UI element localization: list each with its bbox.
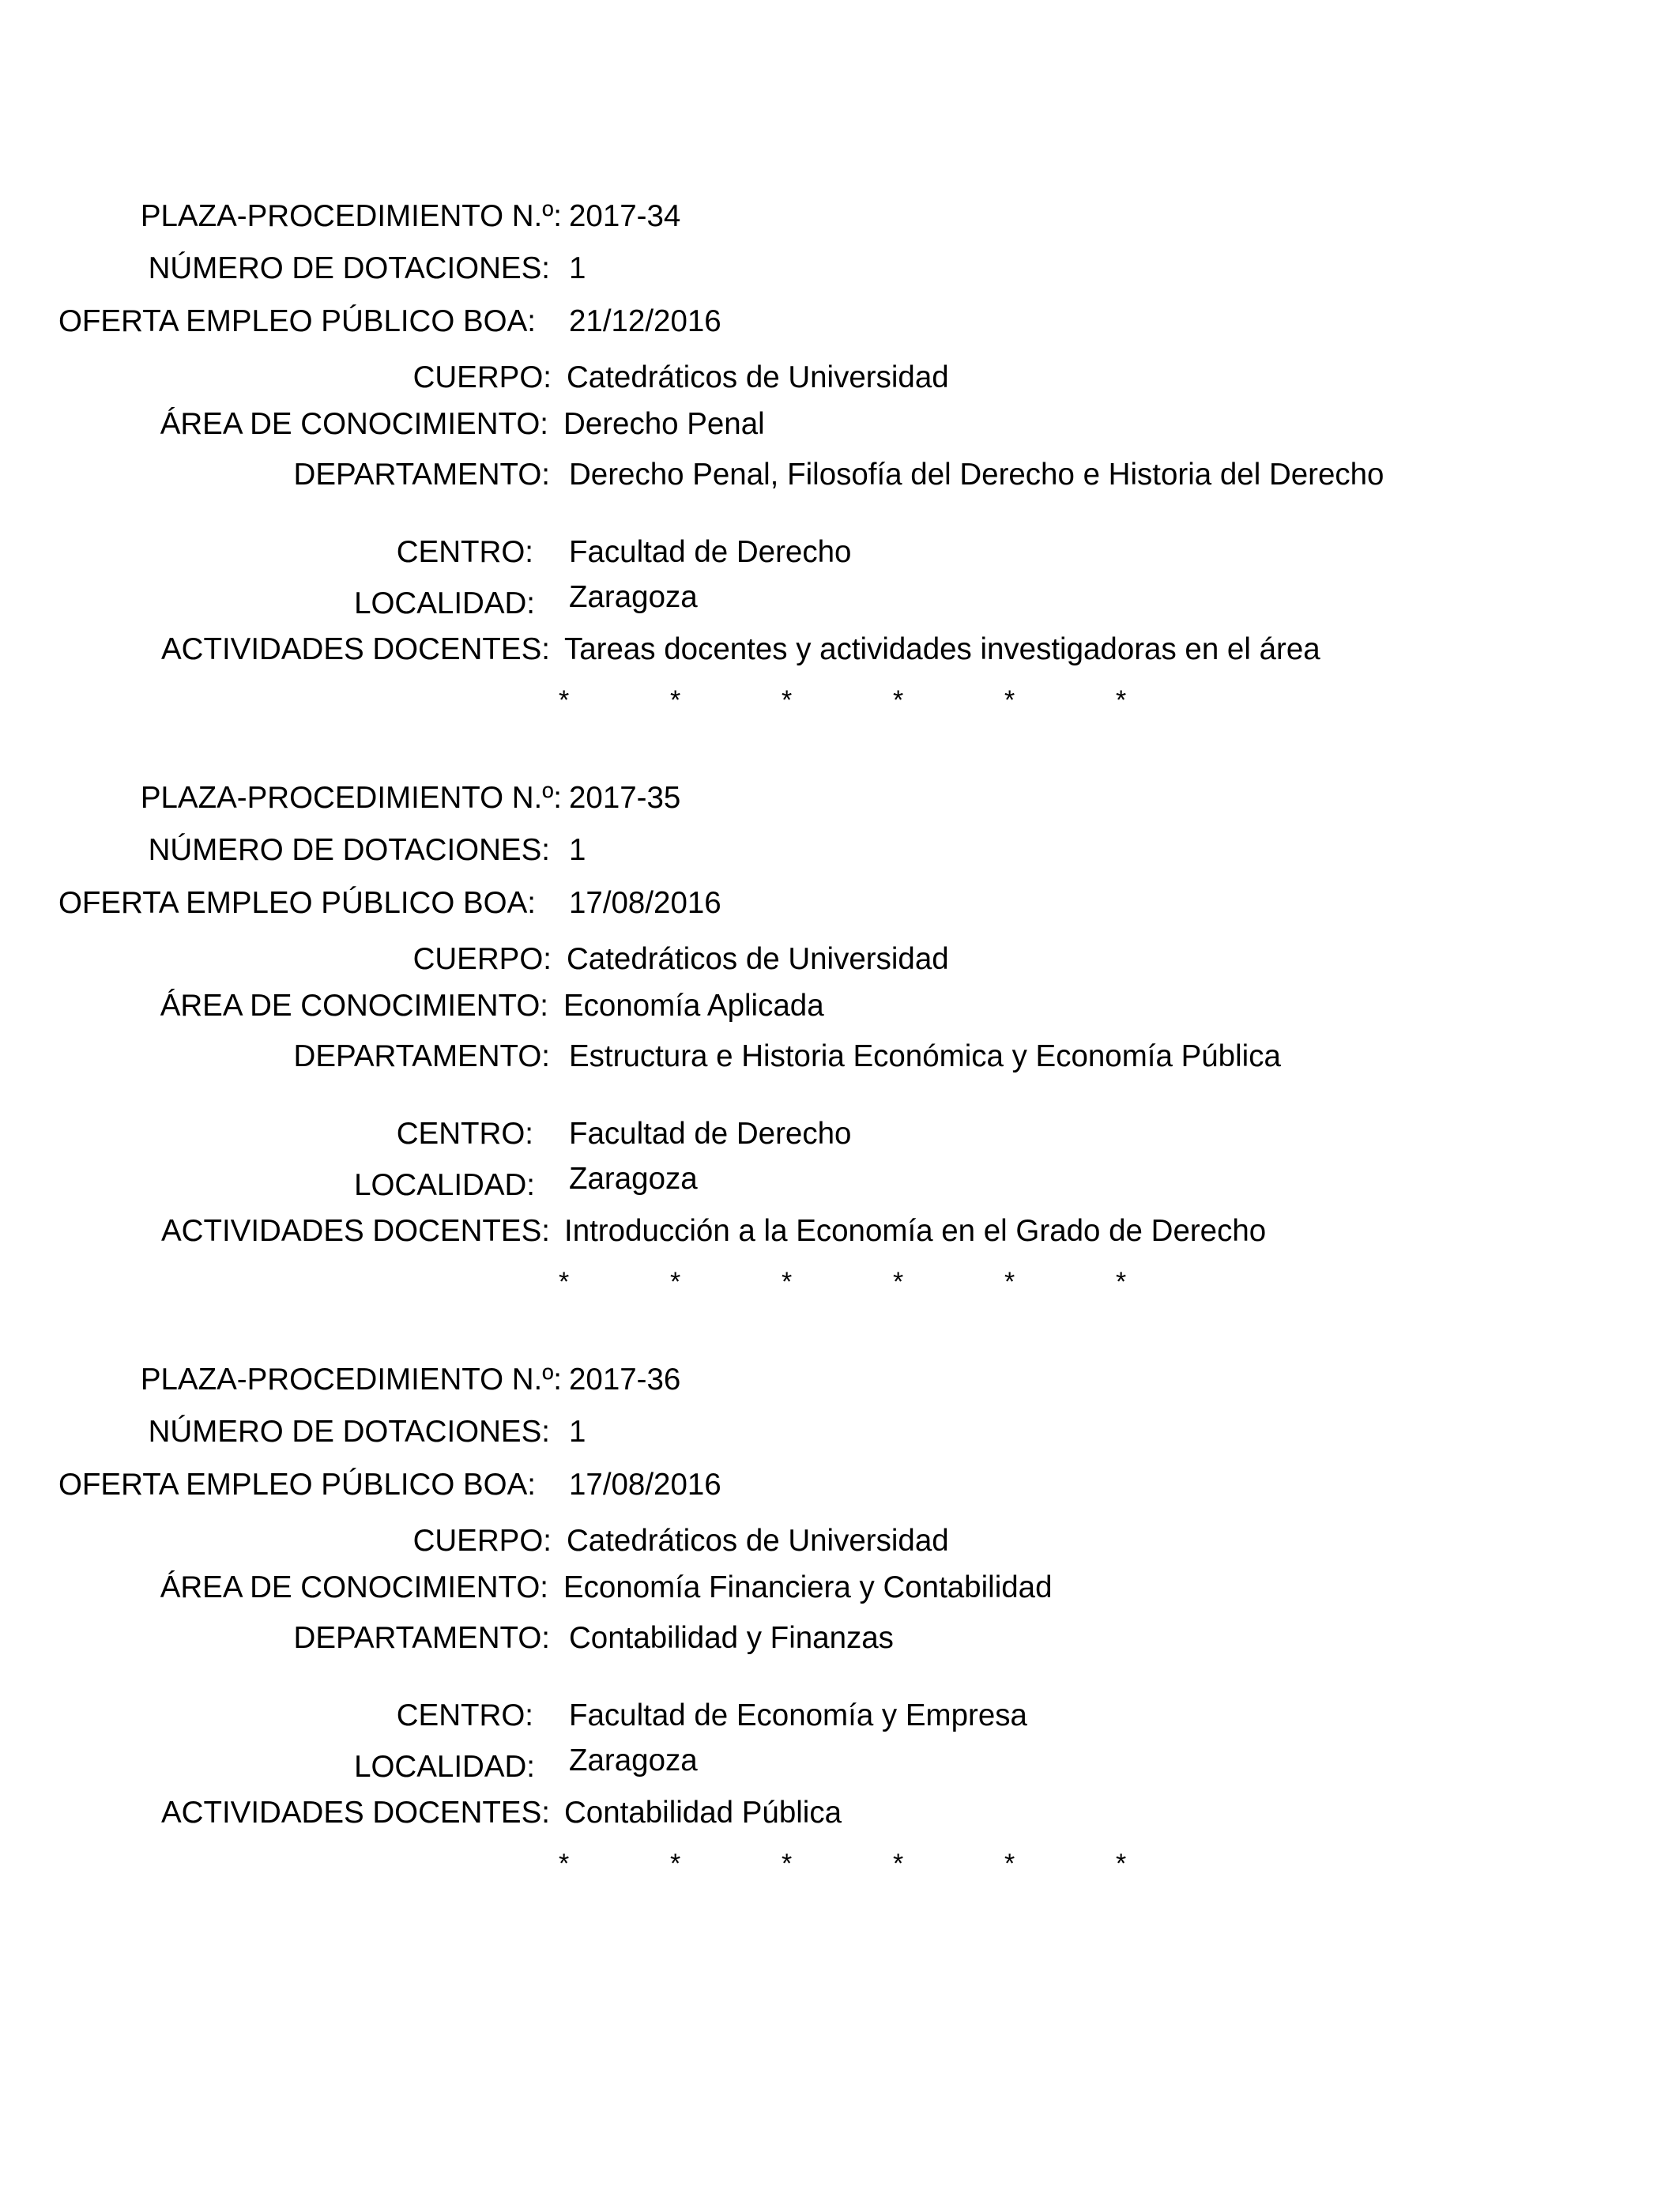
centro-label: CENTRO: xyxy=(396,1698,533,1732)
cuerpo-value: Catedráticos de Universidad xyxy=(567,360,949,394)
separator-star: * xyxy=(1116,1267,1127,1297)
separator-star: * xyxy=(559,685,570,715)
localidad-label: LOCALIDAD: xyxy=(354,1750,535,1784)
centro-value: Facultad de Derecho xyxy=(569,1117,852,1151)
dotaciones-label: NÚMERO DE DOTACIONES: xyxy=(148,833,550,867)
separator-star: * xyxy=(1004,1267,1015,1297)
actividades-value: Introducción a la Economía en el Grado de Derecho xyxy=(564,1214,1267,1248)
oferta-value: 17/08/2016 xyxy=(569,886,721,920)
separator-star: * xyxy=(782,1267,793,1297)
oferta-row xyxy=(0,300,1680,344)
plaza-value: 2017-35 xyxy=(569,781,681,815)
centro-row xyxy=(0,530,1680,575)
oferta-label: OFERTA EMPLEO PÚBLICO BOA: xyxy=(58,886,536,920)
localidad-row xyxy=(0,582,1680,626)
centro-row xyxy=(0,1112,1680,1156)
separator-star: * xyxy=(670,685,681,715)
actividades-label: ACTIVIDADES DOCENTES: xyxy=(160,1214,550,1248)
departamento-row xyxy=(0,1035,1680,1079)
separator-star: * xyxy=(893,685,904,715)
dotaciones-row xyxy=(0,247,1680,291)
localidad-label: LOCALIDAD: xyxy=(354,1168,535,1202)
localidad-value: Zaragoza xyxy=(569,1744,698,1777)
separator-star: * xyxy=(893,1849,904,1879)
localidad-value: Zaragoza xyxy=(569,1162,698,1196)
oferta-value: 17/08/2016 xyxy=(569,1468,721,1502)
centro-value: Facultad de Derecho xyxy=(569,535,852,569)
dotaciones-value: 1 xyxy=(569,251,586,285)
plaza-label: PLAZA-PROCEDIMIENTO N.º: xyxy=(140,781,562,815)
separator-star: * xyxy=(893,1267,904,1297)
localidad-row xyxy=(0,1745,1680,1789)
localidad-label: LOCALIDAD: xyxy=(354,586,535,620)
oferta-row xyxy=(0,881,1680,925)
cuerpo-value: Catedráticos de Universidad xyxy=(567,1524,949,1558)
actividades-value: Contabilidad Pública xyxy=(564,1796,842,1830)
area-label: ÁREA DE CONOCIMIENTO: xyxy=(160,989,548,1023)
separator-star: * xyxy=(1004,1849,1015,1879)
cuerpo-label: CUERPO: xyxy=(412,942,552,976)
plaza-row xyxy=(0,194,1680,239)
separator-star: * xyxy=(1004,685,1015,715)
plaza-block xyxy=(0,194,1680,748)
centro-label: CENTRO: xyxy=(396,1117,533,1151)
departamento-row xyxy=(0,453,1680,497)
oferta-label: OFERTA EMPLEO PÚBLICO BOA: xyxy=(58,304,536,338)
plaza-value: 2017-34 xyxy=(569,199,681,233)
plaza-block xyxy=(0,776,1680,1329)
cuerpo-label: CUERPO: xyxy=(412,360,552,394)
separator-star: * xyxy=(1116,685,1127,715)
cuerpo-row xyxy=(0,356,1680,400)
oferta-label: OFERTA EMPLEO PÚBLICO BOA: xyxy=(58,1468,536,1502)
cuerpo-row xyxy=(0,937,1680,982)
localidad-value: Zaragoza xyxy=(569,580,698,614)
departamento-value: Estructura e Historia Económica y Economía Pública xyxy=(569,1039,1281,1073)
localidad-row xyxy=(0,1163,1680,1208)
actividades-row xyxy=(0,1209,1680,1253)
area-row xyxy=(0,402,1680,447)
actividades-value: Tareas docentes y actividades investigadoras en el área xyxy=(564,632,1320,666)
cuerpo-label: CUERPO: xyxy=(412,1524,552,1558)
area-value: Derecho Penal xyxy=(563,407,765,441)
separator-star: * xyxy=(670,1849,681,1879)
dotaciones-value: 1 xyxy=(569,833,586,867)
separator-stars xyxy=(553,1266,1154,1298)
separator-star: * xyxy=(559,1267,570,1297)
area-row xyxy=(0,1566,1680,1610)
centro-label: CENTRO: xyxy=(396,535,533,569)
dotaciones-row xyxy=(0,1410,1680,1454)
dotaciones-value: 1 xyxy=(569,1415,586,1449)
actividades-label: ACTIVIDADES DOCENTES: xyxy=(160,632,550,666)
departamento-label: DEPARTAMENTO: xyxy=(293,458,550,492)
cuerpo-value: Catedráticos de Universidad xyxy=(567,942,949,976)
actividades-row xyxy=(0,1791,1680,1835)
departamento-label: DEPARTAMENTO: xyxy=(293,1621,550,1655)
cuerpo-row xyxy=(0,1519,1680,1563)
centro-row xyxy=(0,1694,1680,1738)
separator-star: * xyxy=(670,1267,681,1297)
area-value: Economía Aplicada xyxy=(563,989,824,1023)
plaza-label: PLAZA-PROCEDIMIENTO N.º: xyxy=(140,1363,562,1397)
departamento-row xyxy=(0,1616,1680,1661)
departamento-value: Derecho Penal, Filosofía del Derecho e Historia del Derecho xyxy=(569,458,1384,492)
plaza-row xyxy=(0,1358,1680,1402)
actividades-row xyxy=(0,628,1680,672)
departamento-value: Contabilidad y Finanzas xyxy=(569,1621,894,1655)
separator-star: * xyxy=(559,1849,570,1879)
plaza-row xyxy=(0,776,1680,820)
dotaciones-label: NÚMERO DE DOTACIONES: xyxy=(148,1415,550,1449)
area-row xyxy=(0,984,1680,1028)
plaza-label: PLAZA-PROCEDIMIENTO N.º: xyxy=(140,199,562,233)
plaza-value: 2017-36 xyxy=(569,1363,681,1397)
actividades-label: ACTIVIDADES DOCENTES: xyxy=(160,1796,550,1830)
centro-value: Facultad de Economía y Empresa xyxy=(569,1698,1027,1732)
dotaciones-label: NÚMERO DE DOTACIONES: xyxy=(148,251,550,285)
area-value: Economía Financiera y Contabilidad xyxy=(563,1570,1053,1604)
area-label: ÁREA DE CONOCIMIENTO: xyxy=(160,1570,548,1604)
separator-stars xyxy=(553,684,1154,716)
departamento-label: DEPARTAMENTO: xyxy=(293,1039,550,1073)
separator-star: * xyxy=(782,685,793,715)
oferta-value: 21/12/2016 xyxy=(569,304,721,338)
dotaciones-row xyxy=(0,828,1680,873)
separator-star: * xyxy=(1116,1849,1127,1879)
oferta-row xyxy=(0,1463,1680,1507)
separator-stars xyxy=(553,1848,1154,1879)
plaza-block xyxy=(0,1358,1680,1911)
area-label: ÁREA DE CONOCIMIENTO: xyxy=(160,407,548,441)
separator-star: * xyxy=(782,1849,793,1879)
